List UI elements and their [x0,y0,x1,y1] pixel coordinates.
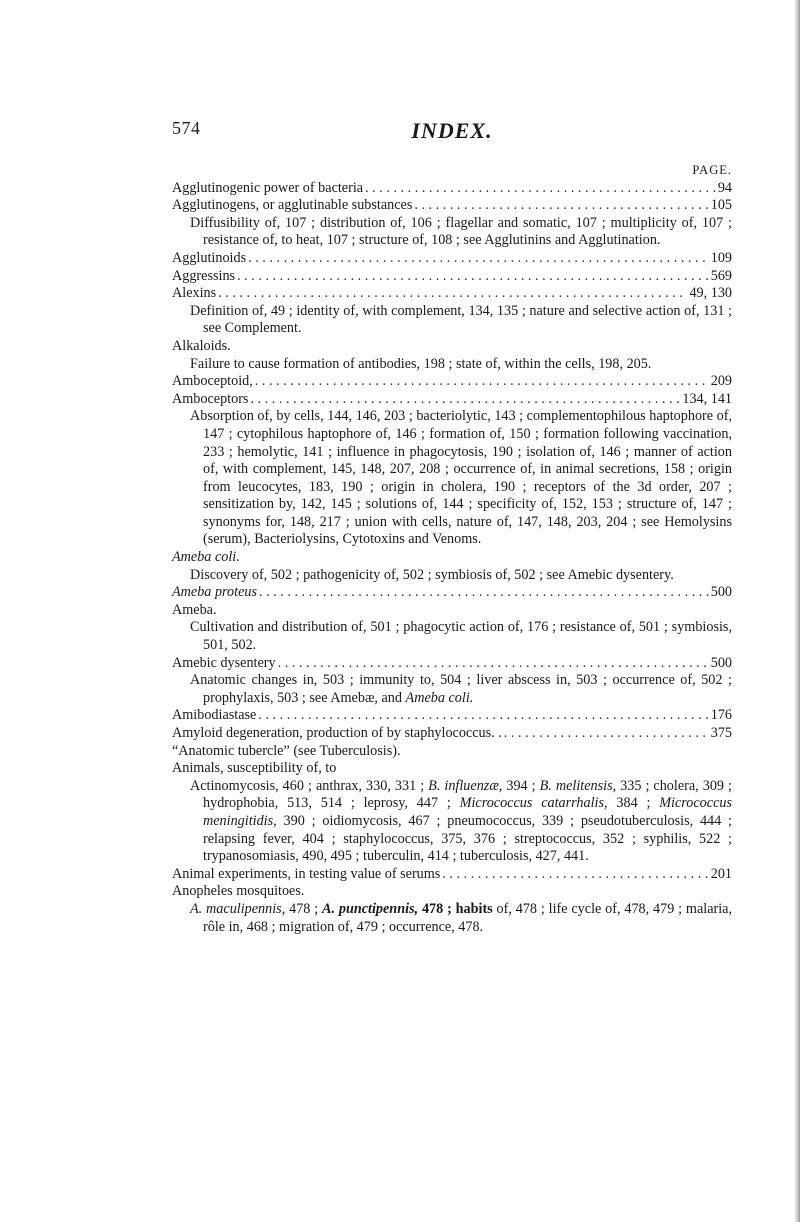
index-entry [172,391,732,549]
subentry-text: 384 ; [607,795,660,812]
page-title: INDEX. [411,118,493,143]
entry-subentries [172,672,732,707]
entry-pages: 49, 130 [689,285,732,302]
index-entry [172,883,732,936]
entry-term: Amebic dysentery [172,654,276,671]
entry-headline [172,180,732,198]
entry-subentries: Definition of, 49 ; identity of, with complement, 134, 135 ; nature and selective action of, 131 ; see Complement. [190,302,732,337]
entry-headline [172,760,732,778]
entry-term: Animal experiments, in testing value of serums [172,865,441,882]
entry-term: Ameba coli. [172,549,240,566]
index-entry [172,602,732,655]
subentry-text: A. punctipennis, [322,900,419,917]
entry-subentries: Cultivation and distribution of, 501 ; phagocytic action of, 176 ; resistance of, 501 ; symbiosis, 501, 502. [190,619,732,654]
index-entry [172,655,732,708]
entry-headline [172,285,732,303]
entry-headline [172,391,732,409]
subentry-text: B. influenzæ, [428,777,503,794]
entry-pages: 375 [710,725,732,741]
page-number: 574 [172,118,201,138]
entry-term: Aggressins [172,267,236,284]
entry-subentries: Failure to cause formation of antibodies, 198 ; state of, within the cells, 198, 205. [190,355,652,372]
leader-dots [237,268,709,286]
entry-pages: 94 [717,179,732,196]
page-edge-shadow [794,0,800,1222]
subentry-italic-text: Ameba coli. [405,689,474,706]
subentry-text: Anatomic changes in, 503 ; immunity to, 504 ; liver abscess in, 503 ; occurrence of, 502 ; prophylaxis, 503 ; see Amebæ, and [190,672,732,706]
entry-pages: 176 [710,707,732,724]
leader-dots [365,180,716,198]
entry-term: Amboceptoid, [172,373,253,390]
entry-pages: 201 [710,865,732,882]
index-entry [172,743,732,761]
entry-term: “Anatomic tubercle” (see Tuberculosis). [172,742,401,759]
entry-headline [172,549,732,567]
index-entry [172,373,732,391]
entry-term: Agglutinogens, or agglutinable substances [172,197,413,214]
index-entry [172,707,732,725]
entry-subentries [172,901,732,936]
entry-pages: 109 [710,249,732,266]
entry-pages: 569 [710,267,732,284]
entry-headline [172,338,732,356]
entry-term: Amibodiastase [172,707,257,724]
entry-headline [172,602,732,620]
entry-subentries: Diffusibility of, 107 ; distribution of, 106 ; flagellar and somatic, 107 ; multiplicity of, 107 ; resistance of, to heat, 107 ; structure of, 108 ; see Agglutinins and Agglutination. [190,214,732,249]
entry-headline [172,743,732,761]
entry-term: Animals, susceptibility of, to [172,760,337,777]
index-entry [172,250,732,268]
subentry-text: A. maculipennis, [190,900,286,917]
entry-headline [172,866,732,884]
subentry-text: 335 ; cholera, 309 ; hydrophobia, 513, 514 ; leprosy, 447 ; [203,777,732,812]
entry-term: Anopheles mosquitoes. [172,883,305,900]
page-header [172,118,732,146]
entry-headline [172,268,732,286]
entry-term: Ameba proteus [172,584,257,601]
index-entry [172,338,732,373]
leader-dots [258,707,708,725]
leader-dots [504,725,709,743]
leader-dots [442,866,708,884]
index-entry [172,197,732,250]
entry-term: Ameba. [172,601,217,618]
entry-pages: 500 [710,584,732,601]
entry-pages: 105 [710,197,732,214]
subentry-text: Actinomycosis, 460 ; anthrax, 330, 331 ; [190,777,429,794]
entry-subentries: Discovery of, 502 ; pathogenicity of, 502 ; symbiosis of, 502 ; see Amebic dysentery. [190,566,674,583]
subentry-text: 390 ; oidiomycosis, 467 ; pneumococcus, 339 ; pseudotuberculosis, 444 ; relapsing fever, 404 ; staphylococcus, 375, 376 ; streptococcus, 352 ; syphilis, 522 ; trypanosomiasis, 490, 495 ; tuberculin, 414 ; tuberculosis, 427, 441. [203,812,732,865]
subentry-text: 478 ; habits [418,900,493,917]
entry-term: Agglutinogenic power of bacteria [172,179,364,196]
index-entries [172,180,732,937]
entry-headline [172,655,732,673]
index-entry [172,584,732,602]
subentry-text: 394 ; [502,777,540,794]
entry-headline [172,373,732,391]
subentry-text: 478 ; [285,900,323,917]
index-entry [172,268,732,286]
subentry-text: Micrococcus catarrhalis, [459,795,608,812]
index-entry [172,285,732,338]
index-body [172,162,732,936]
index-entry [172,866,732,884]
subentry-text: Micrococcus meningitidis, [203,795,732,829]
index-entry [172,760,732,866]
entry-headline [172,584,732,602]
leader-dots [218,285,687,303]
entry-headline [172,707,732,725]
leader-dots [259,584,709,602]
subentry-text: B. melitensis, [539,777,617,794]
entry-headline [172,725,732,743]
leader-dots [414,197,708,215]
index-entry [172,549,732,584]
entry-term: Alkaloids. [172,337,231,354]
entry-term: Agglutinoids [172,249,247,266]
index-entry [172,180,732,198]
entry-subentries: Absorption of, by cells, 144, 146, 203 ; bacteriolytic, 143 ; complementophilous haptophore of, 147 ; cytophilous haptophore of, 146 ; formation of, 150 ; formation following vaccination, 233 ; hemolytic, 141 ; influence in phagocytosis, 190 ; isolation of, 146 ; manner of action of, with complement, 145, 148, 207, 208 ; occurrence of, in animal secretions, 158 ; origin from leucocytes, 183, 190 ; origin in cholera, 190 ; receptors of the 3d order, 207 ; sensitization by, 142, 145 ; solutions of, 144 ; specificity of, 152, 153 ; structure of, 147 ; synonyms for, 148, 217 ; union with cells, nature of, 147, 148, 203, 204 ; see Hemolysins (serum), Bacteriolysins, Cytotoxins and Venoms. [190,408,732,548]
entry-pages: 209 [710,373,732,390]
entry-term: Amyloid degeneration, production of by staphylococcus. . [172,725,502,741]
entry-term: Amboceptors [172,390,249,407]
leader-dots [278,655,709,673]
index-entry [172,725,732,743]
entry-headline [172,197,732,215]
entry-pages: 134, 141 [682,390,732,407]
leader-dots [250,391,680,409]
leader-dots [248,250,709,268]
entry-term: Alexins [172,285,217,302]
entry-headline [172,883,732,901]
entry-pages: 500 [710,654,732,671]
entry-headline [172,250,732,268]
leader-dots [255,373,709,391]
subentry-text: of, 478 ; life cycle of, 478, 479 ; malaria, rôle in, 468 ; migration of, 479 ; occurrence, 478. [203,900,733,935]
entry-subentries [172,778,732,866]
page-column-heading: PAGE. [692,163,732,177]
